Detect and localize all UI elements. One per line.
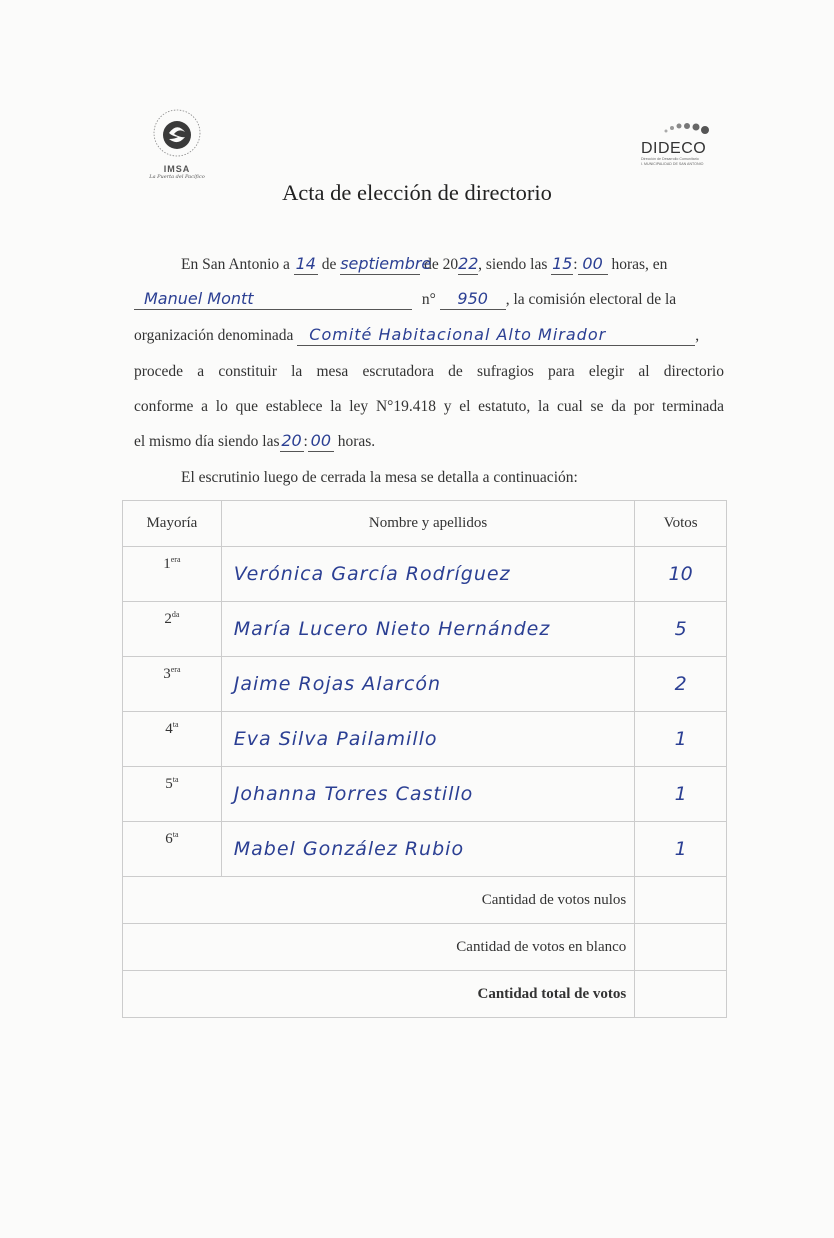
votes-cell bbox=[635, 547, 727, 602]
day-field bbox=[294, 256, 318, 275]
header-votos: Votos bbox=[635, 501, 727, 547]
dideco-dots-icon bbox=[636, 120, 732, 136]
vote-count: 5 bbox=[674, 618, 687, 640]
label-total-votos: Cantidad total de votos bbox=[123, 971, 635, 1018]
votes-cell bbox=[635, 602, 727, 657]
name-cell bbox=[221, 767, 635, 822]
vote-count: 1 bbox=[674, 838, 687, 860]
text-fragment: En San Antonio a bbox=[181, 256, 290, 273]
day-value: 14 bbox=[295, 254, 316, 273]
footer-row-nulos bbox=[123, 877, 727, 924]
table-row bbox=[123, 767, 727, 822]
vote-count: 1 bbox=[674, 728, 687, 750]
street-value: Manuel Montt bbox=[144, 289, 254, 308]
vote-count: 2 bbox=[674, 673, 687, 695]
number-field bbox=[440, 291, 506, 310]
name-cell bbox=[221, 602, 635, 657]
end-minute-value: 00 bbox=[310, 431, 331, 450]
dideco-brand: DIDECO bbox=[641, 140, 707, 157]
organization-value: Comité Habitacional Alto Mirador bbox=[309, 325, 607, 344]
dideco-subtitle-2: I. MUNICIPALIDAD DE SAN ANTONIO bbox=[641, 161, 704, 166]
table-header-row bbox=[123, 501, 727, 547]
rank-suffix: ta bbox=[172, 775, 179, 784]
rank-cell bbox=[123, 767, 222, 822]
rank-suffix: era bbox=[170, 665, 181, 674]
time-separator: : bbox=[303, 433, 308, 450]
rank-number: 6 bbox=[165, 831, 173, 847]
rank-cell bbox=[123, 712, 222, 767]
minute-value: 00 bbox=[582, 254, 603, 273]
month-field bbox=[340, 254, 432, 275]
text-fragment: organización denominada bbox=[134, 327, 294, 344]
rank-suffix: da bbox=[171, 610, 180, 619]
name-cell bbox=[221, 712, 635, 767]
votes-cell bbox=[635, 657, 727, 712]
text-fragment: , siendo las bbox=[478, 256, 548, 273]
candidate-name: Mabel González Rubio bbox=[233, 838, 465, 860]
votes-cell bbox=[635, 712, 727, 767]
imsa-logo bbox=[134, 108, 220, 180]
line-date bbox=[181, 256, 667, 275]
rank-number: 1 bbox=[163, 556, 171, 572]
name-cell bbox=[221, 657, 635, 712]
footer-row-total bbox=[123, 971, 727, 1018]
candidate-name: María Lucero Nieto Hernández bbox=[233, 618, 551, 640]
rank-cell bbox=[123, 657, 222, 712]
header-mayoria: Mayoría bbox=[123, 501, 222, 547]
table-row bbox=[123, 712, 727, 767]
document-title: Acta de elección de directorio bbox=[282, 180, 552, 205]
imsa-seal-icon bbox=[152, 108, 202, 158]
rank-cell bbox=[123, 822, 222, 877]
rank-number: 5 bbox=[165, 776, 173, 792]
end-hour-field bbox=[280, 433, 304, 452]
votes-cell bbox=[635, 822, 727, 877]
name-cell bbox=[221, 822, 635, 877]
organization-field bbox=[297, 327, 695, 346]
footer-row-blanco bbox=[123, 924, 727, 971]
text-fragment: el mismo día siendo las bbox=[134, 433, 280, 450]
text-fragment: horas. bbox=[337, 433, 376, 450]
line-4: procede a constituir la mesa escrutadora de sufragios para elegir al directorio bbox=[134, 363, 724, 380]
rank-cell bbox=[123, 547, 222, 602]
value-votos-blanco bbox=[635, 924, 727, 971]
rank-suffix: ta bbox=[172, 720, 179, 729]
line-address bbox=[134, 291, 676, 310]
imsa-slogan: La Puerta del Pacífico bbox=[149, 174, 205, 180]
table-row bbox=[123, 657, 727, 712]
end-hour-value: 20 bbox=[281, 431, 302, 450]
results-table bbox=[122, 500, 727, 1018]
hour-field bbox=[551, 256, 573, 275]
end-minute-field bbox=[308, 433, 334, 452]
line-end-time bbox=[134, 433, 375, 452]
rank-number: 2 bbox=[164, 611, 172, 627]
minute-field bbox=[578, 256, 608, 275]
line-intro-table: El escrutinio luego de cerrada la mesa se detalla a continuación: bbox=[181, 469, 578, 486]
table-row bbox=[123, 547, 727, 602]
candidate-name: Eva Silva Pailamillo bbox=[233, 728, 438, 750]
value-votos-nulos bbox=[635, 877, 727, 924]
table-row bbox=[123, 602, 727, 657]
candidate-name: Verónica García Rodríguez bbox=[233, 563, 511, 585]
year-field bbox=[458, 256, 478, 275]
rank-suffix: ta bbox=[172, 830, 179, 839]
rank-number: 4 bbox=[165, 721, 173, 737]
vote-count: 1 bbox=[674, 783, 687, 805]
year-value: 22 bbox=[458, 254, 479, 273]
rank-suffix: era bbox=[170, 555, 181, 564]
label-votos-nulos: Cantidad de votos nulos bbox=[123, 877, 635, 924]
text-fragment: n° bbox=[421, 291, 436, 308]
dideco-subtitle-1: Dirección de Desarrollo Comunitario bbox=[641, 157, 699, 161]
line-organization bbox=[134, 327, 699, 346]
text-fragment: de bbox=[321, 256, 337, 273]
hour-value: 15 bbox=[552, 254, 573, 273]
rank-cell bbox=[123, 602, 222, 657]
votes-cell bbox=[635, 767, 727, 822]
text-fragment: horas, en bbox=[611, 256, 668, 273]
rank-number: 3 bbox=[163, 666, 171, 682]
vote-count: 10 bbox=[668, 563, 693, 585]
header-nombre: Nombre y apellidos bbox=[221, 501, 635, 547]
text-fragment: de 20 bbox=[424, 256, 459, 273]
candidate-name: Jaime Rojas Alarcón bbox=[233, 673, 442, 695]
number-value: 950 bbox=[457, 289, 488, 308]
value-total-votos bbox=[635, 971, 727, 1018]
candidate-name: Johanna Torres Castillo bbox=[233, 783, 474, 805]
text-fragment: , la comisión electoral de la bbox=[505, 291, 677, 308]
imsa-brand: IMSA bbox=[163, 164, 191, 174]
time-separator: : bbox=[573, 256, 578, 273]
label-votos-blanco: Cantidad de votos en blanco bbox=[123, 924, 635, 971]
line-5: conforme a lo que establece la ley N°19.418 y el estatuto, la cual se da por terminada bbox=[134, 398, 724, 415]
name-cell bbox=[221, 547, 635, 602]
dideco-logo bbox=[636, 120, 732, 166]
text-fragment: , bbox=[695, 327, 700, 344]
month-value: septiembre bbox=[340, 254, 432, 273]
street-field bbox=[134, 291, 412, 310]
table-row bbox=[123, 822, 727, 877]
